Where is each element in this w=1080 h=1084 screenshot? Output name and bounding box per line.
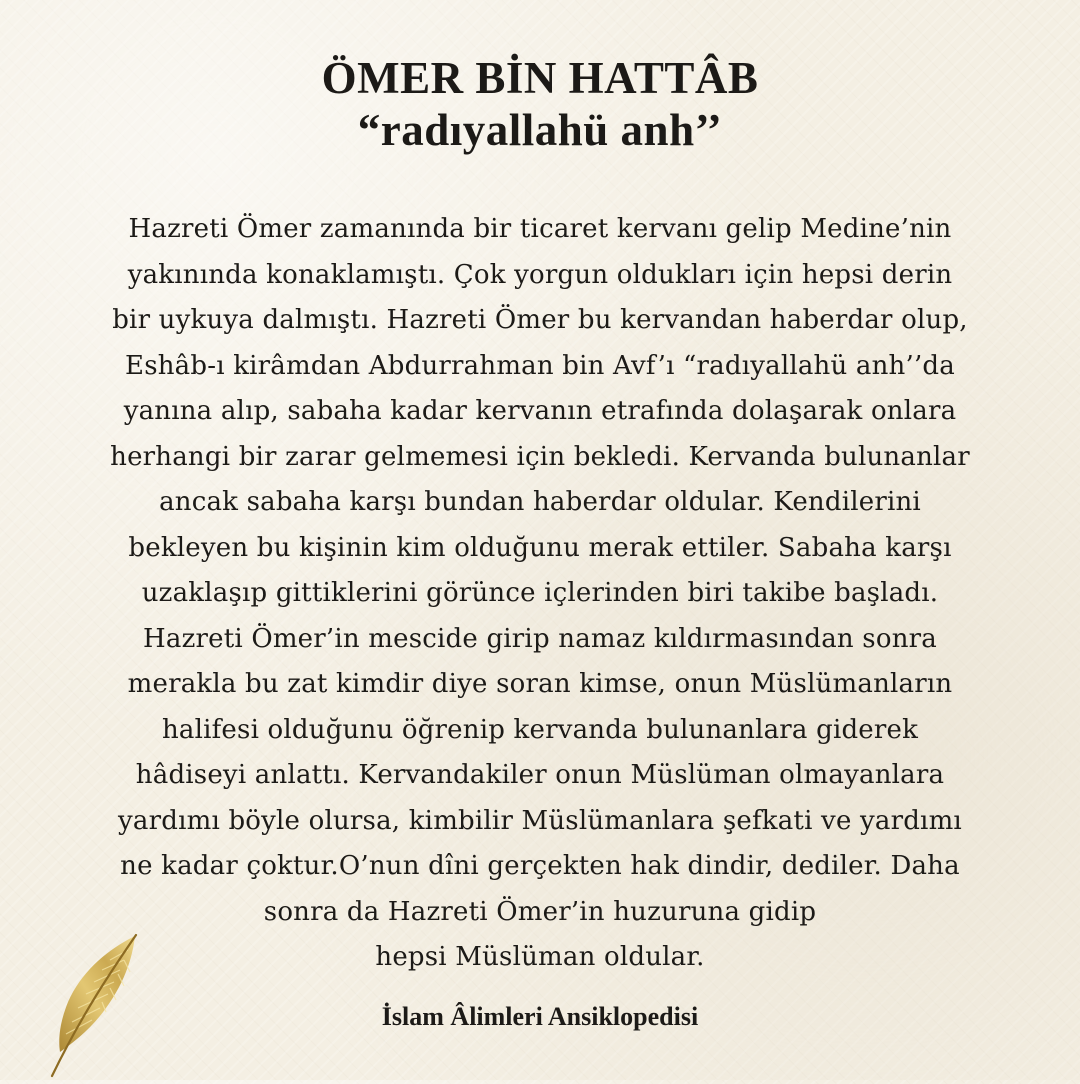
source-label: İslam Âlimleri Ansiklopedisi <box>381 1002 699 1031</box>
story-line: yardımı böyle olursa, kimbilir Müslümanlara şefkati ve yardımı <box>118 805 962 836</box>
story-line: Hazreti Ömer zamanında bir ticaret kervanı gelip Medine’nin <box>128 214 952 244</box>
story-line: uzaklaşıp gittiklerini görünce içlerinden biri takibe başladı. <box>141 578 939 608</box>
story-line: herhangi bir zarar gelmemesi için bekledi. Kervanda bulunanlar <box>110 441 970 472</box>
title-name: ÖMER BİN HATTÂB <box>321 53 759 103</box>
story-line: hepsi Müslüman oldular. <box>375 942 705 972</box>
story-line: yanına alıp, sabaha kadar kervanın etrafında dolaşarak onlara <box>123 396 957 426</box>
story-line: ancak sabaha karşı bundan haberdar oldular. Kendilerini <box>159 487 921 517</box>
story-line: merakla bu zat kimdir diye soran kimse, onun Müslümanların <box>127 669 953 699</box>
title-honorific: “radıyallahü anh’’ <box>357 105 723 155</box>
story-line: bekleyen bu kişinin kim olduğunu merak ettiler. Sabaha karşı <box>128 532 952 563</box>
page-title <box>0 52 1080 156</box>
story-line: yakınında konaklamıştı. Çok yorgun oldukları için hepsi derin <box>127 259 953 290</box>
story-line: Hazreti Ömer’in mescide girip namaz kıldırmasından sonra <box>143 623 937 654</box>
story-line: hâdiseyi anlattı. Kervandakiler onun Müslüman olmayanlara <box>135 760 945 790</box>
story-line: ne kadar çoktur.O’nun dîni gerçekten hak dindir, dediler. Daha <box>120 851 960 881</box>
story-text <box>34 207 1046 981</box>
story-line: halifesi olduğunu öğrenip kervanda bulunanlara giderek <box>161 714 919 745</box>
story-line: Eshâb-ı kirâmdan Abdurrahman bin Avf’ı “radıyallahü anh’’da <box>125 350 955 381</box>
story-line: sonra da Hazreti Ömer’in huzuruna gidip <box>263 896 817 927</box>
story-line: bir uykuya dalmıştı. Hazreti Ömer bu kervandan haberdar olup, <box>112 305 968 335</box>
